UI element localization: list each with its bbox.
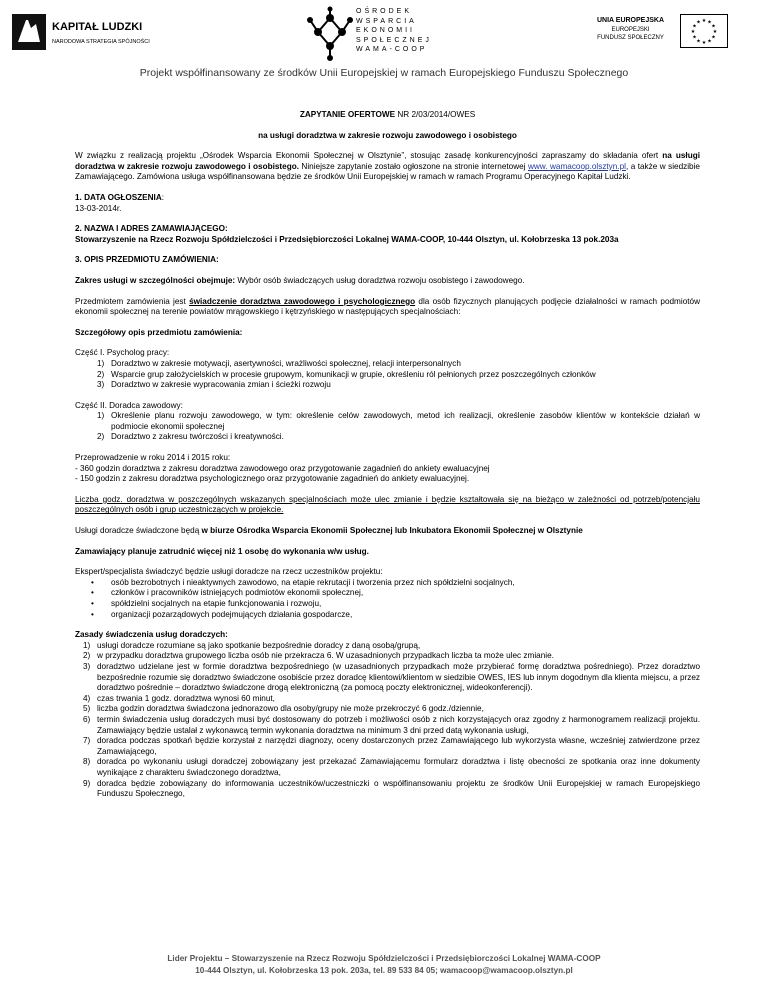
list-text: Doradztwo w zakresie motywacji, asertywności, wrażliwości społecznej, relacji interpersonalnych [111,358,461,368]
subject-paragraph [75,297,700,318]
list-item [97,359,700,370]
list-item [83,641,700,652]
scope-label: Zakres usługi w szczególności obejmuje: [75,275,236,285]
footer-line: Lider Projektu – Stowarzyszenie na Rzecz Rozwoju Spółdzielczości i Przedsiębiorczości Lokalnej WAMA-COOP [167,954,601,963]
orderer-name-address: Stowarzyszenie na Rzecz Rozwoju Spółdzielczości i Przedsiębiorczości Lokalnej WAMA-COOP, 10-444 Olsztyn, ul. Kołobrzeska 13 pok.203a [75,234,619,244]
svg-text:★: ★ [696,38,701,45]
intro-paragraph [75,151,700,183]
list-item [83,662,700,694]
eu-line: FUNDUSZ SPOŁECZNY [597,35,664,41]
list-number: 4) [83,693,91,703]
list-item [83,736,700,757]
list-number: 9) [83,778,91,788]
doc-subtitle: na usługi doradztwa w zakresie rozwoju zawodowego i osobistego [258,130,517,140]
list-text: doradca będzie zobowiązany do informowania uczestników/uczestniczki o współfinansowaniu projektu ze środków Unii Europejskiej w ramach Europejskiego Funduszu Społecznego, [97,778,700,799]
list-text: doradca po wykonaniu usługi doradczej zobowiązany jest przekazać Zamawiającemu formularz doradztwa i listę obecności ze spotkania oraz inne dokumenty wynikające z charakteru świadczonego doradztwa, [97,757,700,777]
svg-text:★: ★ [707,38,712,45]
document-body [75,110,700,800]
rules-heading: Zasady świadczenia usług doradczych: [75,630,228,640]
list-number: 1) [97,411,105,421]
announcement-date: 13-03-2014r. [75,203,122,213]
location-text: Usługi doradcze świadczone będą [75,526,202,536]
list-number: 8) [83,757,91,767]
scope-paragraph [75,276,700,287]
owes-network-icon [306,6,354,62]
part-1-heading: Część I. Psycholog pracy: [75,348,170,358]
part-2-heading: Część II. Doradca zawodowy: [75,400,183,410]
svg-text:★: ★ [690,29,696,35]
part-1-list [75,359,700,391]
list-item [75,578,700,589]
kapital-ludzki-name: KAPITAŁ LUDZKI [52,21,143,33]
list-text: spółdzielni socjalnych na etapie funkcjonowania i rozwoju, [111,599,322,608]
list-text: Określenie planu rozwoju zawodowego, w tym: określenie celów zawodowych, metod ich realizacji, określenie zasobów klientów w kontekście działań w podmiocie ekonomii społecznej [111,411,700,431]
eu-logo [588,14,738,54]
location-paragraph [75,526,700,537]
list-text: liczba godzin doradztwa świadczona jednorazowo dla osoby/grupy nie może przekroczyć 6 godz./dziennie, [97,704,484,714]
list-item [97,432,700,443]
list-text: czas trwania 1 godz. doradztwa wynosi 60 minut, [97,693,275,703]
list-item [75,588,700,599]
section-3-heading: 3. OPIS PRZEDMIOTU ZAMÓWIENIA: [75,255,219,265]
svg-text:★: ★ [692,34,697,41]
section-1-colon: : [161,192,165,202]
rules-list [75,641,700,800]
svg-text:★: ★ [707,19,712,26]
project-cofinancing-line: Projekt współfinansowany ze środków Unii Europejskiej w ramach Europejskiego Funduszu Społecznego [139,67,629,79]
list-number: 1) [83,640,91,650]
list-text: organizacji pozarządowych podejmujących działania gospodarcze, [111,609,353,619]
subject-highlight: świadczenie doradztwa zawodowego i psychologicznego [189,296,416,306]
list-number: 7) [83,736,91,746]
svg-text:★: ★ [711,34,716,41]
location-bold: w biurze Ośrodka Wsparcia Ekonomii Społecznej lub Inkubatora Ekonomii Społecznej w Olsztynie [201,526,583,536]
hours-note: Liczba godz. doradztwa w poszczególnych wskazanych specjalnościach może ulec zmianie i będzie kształtowała się na bieżąco w zależności od potrzeb/potencjału poszczególnych osób i grup uczestniczących w projekcie. [75,494,700,515]
doc-title-number: NR 2/03/2014/OWES [395,110,476,119]
hours-line: - 150 godzin z zakresu doradztwa psychologicznego oraz przygotowanie zagadnień do ankiety ewaluacyjnej. [75,474,470,484]
list-item [83,651,700,662]
list-number: 3) [83,661,91,671]
owes-logo-text [356,7,466,55]
hours-heading: Przeprowadzenie w roku 2014 i 2015 roku: [75,453,231,463]
list-text: członków i pracowników istniejących podmiotów ekonomii społecznej, [111,588,364,598]
list-text: termin świadczenia usług doradczych musi być dostosowany do potrzeb i możliwości osób z nich korzystających oraz zgodny z harmonogramem realizacji projektu. Zamawiający będzie ustalał z wykonawcą termin wykonania doradztwa na minimum 3 dni przed datą wykonania usługi, [97,714,700,735]
list-item [75,610,700,621]
list-number: 3) [97,380,105,390]
bullet: • [91,588,94,598]
list-item [75,599,700,610]
svg-text:★: ★ [712,29,718,35]
hours-line: - 360 godzin doradztwa z zakresu doradztwa zawodowego oraz przygotowanie zagadnień do ankiety ewaluacyjnej [75,463,490,473]
intro-bold: na usługi doradztwa w zakresie rozwoju zawodowego i osobistego. [75,151,700,171]
owes-line: WAMA-COOP [356,46,428,53]
list-number: 2) [83,651,91,661]
subject-text: dla osób fizycznych planujących podjęcie działalności w ramach podmiotów ekonomii społecznej na terenie powiatów mrągowskiego i kętrzyńskiego w następujących specjalnościach: [75,296,700,317]
list-text: Doradztwo w zakresie wypracowania zmian i ścieżki rozwoju [111,380,331,390]
list-item [83,715,700,736]
list-item [97,370,700,381]
list-text: doradztwo udzielane jest w formie doradztwa bezpośredniego (w uzasadnionych przypadkach może przybierać formę doradztwa pośredniego). Przez doradztwo bezpośrednie rozumie się doradztwo świadczone osobiście przez doradcę klientowi/klientom w siedzibie OWES, IES lub innym dogodnym dla klienta miejscu, a przez doradztwo pośrednie – doradztwo świadczone drogą elektroniczną (za pomocą poczty elektronicznej, wideokonferencji). [97,661,700,693]
section-2-heading: 2. NAZWA I ADRES ZAMAWIAJĄCEGO: [75,224,228,234]
owes-line: SPOŁECZNEJ [356,36,432,44]
owes-line: EKONOMII [356,27,416,34]
website-link[interactable]: www. wamacoop.olsztyn.pl [527,161,626,171]
kapital-ludzki-tagline: NARODOWA STRATEGIA SPÓJNOŚCI [52,39,150,45]
doc-title [75,110,700,121]
scope-text: Wybór osób świadczących usług doradztwa rozwoju osobistego i zawodowego. [235,275,525,285]
eu-title: UNIA EUROPEJSKA [596,17,665,24]
section-1-title: 1. DATA OGŁOSZENIA [75,192,162,202]
expert-heading: Ekspert/specjalista świadczyć będzie usługi doradcze na rzecz uczestników projektu: [75,567,383,577]
list-item [83,779,700,800]
owes-logo [306,6,466,64]
list-item [97,380,700,391]
intro-text: W związku z realizacją projektu „Ośrodek Wsparcia Ekonomii Społecznej w Olsztynie”, stosując zasadę konkurencyjności zapraszamy do składania ofert [75,151,663,161]
section-1-heading [75,193,700,204]
list-number: 6) [83,714,91,724]
intro-text: Niniejsze zapytanie zostało ogłoszone na stronie internetowej [298,161,528,171]
svg-text:★: ★ [692,23,697,30]
bullet: • [91,599,94,608]
svg-text:★: ★ [701,40,707,46]
page-footer [0,953,768,977]
list-number: 2) [97,369,105,379]
subject-text: Przedmiotem zamówienia jest [75,296,190,306]
list-text: Wsparcie grup założycielskich w procesie grupowym, komunikacji w grupie, określeniu ról pełnionych przez poszczególnych członków [111,369,596,379]
footer-line: 10-444 Olsztyn, ul. Kołobrzeska 13 pok. 203a, tel. 89 533 84 05; wamacoop@wamacoop.olsztyn.pl [195,966,573,975]
part-2-list [75,411,700,443]
intro-text: , a także w siedzibie Zamawiającego. Zamówiona usługa współfinansowana będzie ze środków Unii Europejskiej w ramach w ramach Programu Operacyjnego Kapitał Ludzki. [75,161,700,182]
detail-heading: Szczegółowy opis przedmiotu zamówienia: [75,327,243,337]
eu-logo-text [588,17,673,43]
doc-title-bold: ZAPYTANIE OFERTOWE [299,110,396,119]
list-item [83,757,700,778]
owes-line: WSPARCIA [356,17,417,25]
list-number: 5) [83,704,91,714]
svg-text:★: ★ [696,19,701,26]
eu-line: EUROPEJSKI [611,26,650,33]
bullet: • [91,577,94,587]
svg-text:★: ★ [711,23,716,30]
svg-text:★: ★ [701,18,707,24]
list-item [83,694,700,705]
expert-list [75,578,700,620]
list-number: 2) [97,432,105,442]
list-text: Doradztwo z zakresu twórczości i kreatywności. [111,432,284,442]
kapital-ludzki-logo [12,14,172,54]
staffing-plan: Zamawiający planuje zatrudnić więcej niż 1 osobę do wykonania w/w usług. [75,546,369,556]
list-item [97,411,700,432]
list-item [83,704,700,715]
page-header [0,0,768,95]
list-number: 1) [97,358,105,368]
list-text: doradca podczas spotkań będzie korzystał z narzędzi diagnozy, oceny dostarczonych przez Zamawiającego lub wykorzysta własne, wcześniej zatwierdzone przez Zamawiającego, [97,736,700,756]
list-text: w przypadku doradztwa grupowego liczba osób nie przekracza 6. W uzasadnionych przypadkach liczba ta może ulec zmianie. [97,651,554,661]
list-text: usługi doradcze rozumiane są jako spotkanie bezpośrednie doradcy z daną osobą/grupą, [97,640,421,650]
owes-line: OŚRODEK [356,8,413,15]
kapital-ludzki-flag-icon [12,14,46,50]
list-text: osób bezrobotnych i nieaktywnych zawodowo, na etapie rekrutacji i tworzenia przez nich spółdzielni socjalnych, [111,577,515,587]
bullet: • [91,609,94,619]
eu-flag-icon [680,14,728,48]
